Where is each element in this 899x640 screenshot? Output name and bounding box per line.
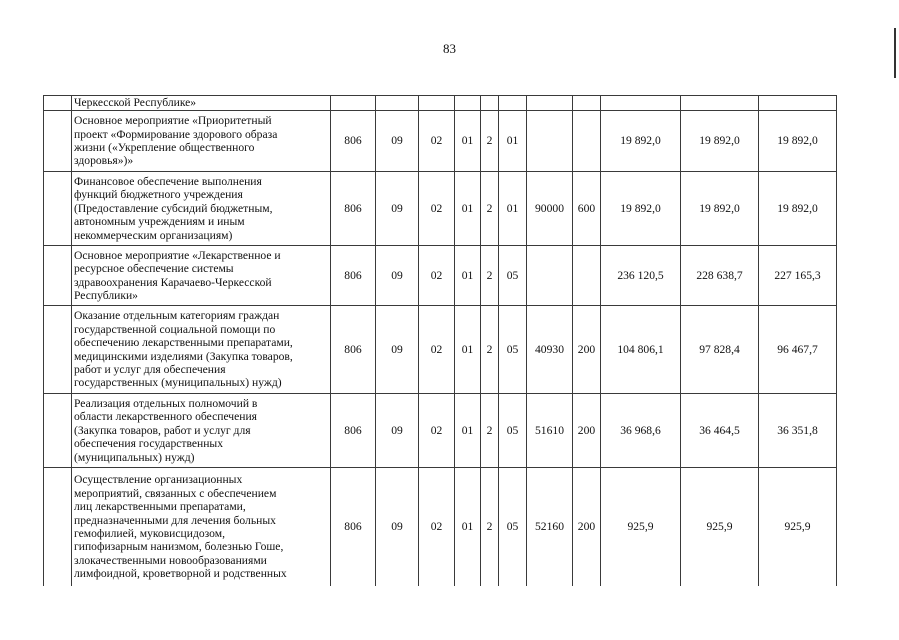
expense-type-cell bbox=[573, 246, 601, 306]
program-code-cell: 01 bbox=[455, 468, 481, 587]
direction-code-cell bbox=[527, 96, 573, 111]
expense-type-cell: 200 bbox=[573, 306, 601, 394]
item-name-line: Реализация отдельных полномочий в bbox=[74, 396, 258, 410]
item-name-cell bbox=[72, 306, 331, 394]
item-name-cell bbox=[72, 468, 331, 587]
subprogram-code-cell: 2 bbox=[481, 172, 499, 246]
subprogram-code-cell: 2 bbox=[481, 394, 499, 468]
row-number-cell bbox=[44, 96, 72, 111]
subprogram-code-cell: 2 bbox=[481, 306, 499, 394]
sum-year2-cell bbox=[681, 96, 759, 111]
sum-year1-cell: 104 806,1 bbox=[601, 306, 681, 394]
item-name-cell bbox=[72, 172, 331, 246]
item-name-line: Основное мероприятие «Приоритетный bbox=[74, 114, 272, 128]
sum-year2-cell: 228 638,7 bbox=[681, 246, 759, 306]
item-name-line: (муниципальных) нужд) bbox=[74, 450, 195, 464]
section-cell bbox=[376, 96, 419, 111]
subprogram-code-cell bbox=[481, 96, 499, 111]
section-cell: 09 bbox=[376, 172, 419, 246]
item-name-cell bbox=[72, 246, 331, 306]
section-cell: 09 bbox=[376, 468, 419, 587]
sum-year1-cell: 19 892,0 bbox=[601, 172, 681, 246]
sum-year1-cell: 19 892,0 bbox=[601, 111, 681, 172]
subsection-cell: 02 bbox=[419, 306, 455, 394]
sum-year1-cell: 236 120,5 bbox=[601, 246, 681, 306]
event-code-cell: 05 bbox=[499, 246, 527, 306]
row-number-cell bbox=[44, 394, 72, 468]
item-name-line: жизни («Укрепление общественного bbox=[74, 141, 255, 154]
sum-year2-cell: 19 892,0 bbox=[681, 172, 759, 246]
item-name-line: автономным учреждениям и иным bbox=[74, 215, 245, 229]
item-name-line: проект «Формирование здорового образа bbox=[74, 127, 278, 141]
expense-type-cell bbox=[573, 96, 601, 111]
item-name-cell bbox=[72, 111, 331, 172]
program-code-cell: 01 bbox=[455, 111, 481, 172]
item-name-line: Черкесской Республике» bbox=[74, 96, 197, 109]
item-name-line: здоровья»)» bbox=[74, 154, 134, 168]
item-name-line: обеспечения государственных bbox=[74, 437, 224, 451]
table-row bbox=[44, 306, 837, 394]
subsection-cell: 02 bbox=[419, 394, 455, 468]
budget-code-cell: 806 bbox=[331, 306, 376, 394]
subsection-cell bbox=[419, 96, 455, 111]
item-name-line: предназначенными для лечения больных bbox=[74, 513, 276, 527]
budget-code-cell: 806 bbox=[331, 468, 376, 587]
program-code-cell bbox=[455, 96, 481, 111]
item-name-cell bbox=[72, 394, 331, 468]
item-name-line: Республики» bbox=[74, 288, 138, 302]
program-code-cell: 01 bbox=[455, 172, 481, 246]
item-name-line: области лекарственного обеспечения bbox=[74, 410, 258, 424]
row-number-cell bbox=[44, 172, 72, 246]
item-name-line: злокачественными новообразованиями bbox=[74, 553, 267, 567]
event-code-cell: 05 bbox=[499, 306, 527, 394]
section-cell: 09 bbox=[376, 246, 419, 306]
sum-year3-cell: 227 165,3 bbox=[759, 246, 837, 306]
sum-year2-cell: 97 828,4 bbox=[681, 306, 759, 394]
subsection-cell: 02 bbox=[419, 172, 455, 246]
subprogram-code-cell: 2 bbox=[481, 111, 499, 172]
sum-year2-cell: 36 464,5 bbox=[681, 394, 759, 468]
budget-code-cell bbox=[331, 96, 376, 111]
item-name-line: Основное мероприятие «Лекарственное и bbox=[74, 248, 281, 262]
row-number-cell bbox=[44, 468, 72, 587]
direction-code-cell bbox=[527, 111, 573, 172]
sum-year3-cell: 925,9 bbox=[759, 468, 837, 587]
item-name-line: Осуществление организационных bbox=[74, 473, 243, 487]
item-name-line: Оказание отдельным категориям граждан bbox=[74, 309, 280, 323]
subsection-cell: 02 bbox=[419, 111, 455, 172]
event-code-cell: 05 bbox=[499, 468, 527, 587]
row-number-cell bbox=[44, 306, 72, 394]
table-row bbox=[44, 468, 837, 587]
edge-mark bbox=[894, 28, 896, 78]
program-code-cell: 01 bbox=[455, 246, 481, 306]
budget-code-cell: 806 bbox=[331, 111, 376, 172]
row-number-cell bbox=[44, 246, 72, 306]
expense-type-cell: 200 bbox=[573, 468, 601, 587]
item-name-line: (Закупка товаров, работ и услуг для bbox=[74, 423, 251, 437]
item-name-line: функций бюджетного учреждения bbox=[74, 188, 243, 202]
event-code-cell bbox=[499, 96, 527, 111]
row-number-cell bbox=[44, 111, 72, 172]
item-name-line: некоммерческим организациям) bbox=[74, 228, 233, 242]
program-code-cell: 01 bbox=[455, 394, 481, 468]
budget-code-cell: 806 bbox=[331, 394, 376, 468]
item-name-line: здравоохранения Карачаево-Черкесской bbox=[74, 275, 272, 289]
budget-code-cell: 806 bbox=[331, 246, 376, 306]
sum-year3-cell: 19 892,0 bbox=[759, 111, 837, 172]
section-cell: 09 bbox=[376, 111, 419, 172]
sum-year1-cell: 36 968,6 bbox=[601, 394, 681, 468]
item-name-line: гипофизарным нанизмом, болезнью Гоше, bbox=[74, 540, 284, 554]
table-row bbox=[44, 111, 837, 172]
expense-type-cell: 200 bbox=[573, 394, 601, 468]
event-code-cell: 01 bbox=[499, 172, 527, 246]
subsection-cell: 02 bbox=[419, 468, 455, 587]
sum-year3-cell: 96 467,7 bbox=[759, 306, 837, 394]
direction-code-cell: 51610 bbox=[527, 394, 573, 468]
table-row bbox=[44, 96, 837, 111]
expense-type-cell bbox=[573, 111, 601, 172]
item-name-line: работ и услуг для обеспечения bbox=[74, 362, 226, 376]
sum-year1-cell: 925,9 bbox=[601, 468, 681, 587]
budget-code-cell: 806 bbox=[331, 172, 376, 246]
table-row bbox=[44, 246, 837, 306]
section-cell: 09 bbox=[376, 306, 419, 394]
direction-code-cell: 52160 bbox=[527, 468, 573, 587]
sum-year1-cell bbox=[601, 96, 681, 111]
item-name-line: ресурсное обеспечение системы bbox=[74, 262, 234, 276]
item-name-line: обеспечению лекарственными препаратами, bbox=[74, 336, 293, 350]
subprogram-code-cell: 2 bbox=[481, 468, 499, 587]
event-code-cell: 01 bbox=[499, 111, 527, 172]
expense-type-cell: 600 bbox=[573, 172, 601, 246]
item-name-line: лимфоидной, кроветворной и родственных bbox=[74, 567, 287, 581]
sum-year3-cell: 36 351,8 bbox=[759, 394, 837, 468]
table-row bbox=[44, 172, 837, 246]
sum-year2-cell: 19 892,0 bbox=[681, 111, 759, 172]
section-cell: 09 bbox=[376, 394, 419, 468]
program-code-cell: 01 bbox=[455, 306, 481, 394]
budget-table bbox=[43, 95, 837, 586]
page-number: 83 bbox=[443, 41, 456, 56]
item-name-line: мероприятий, связанных с обеспечением bbox=[74, 486, 277, 500]
subsection-cell: 02 bbox=[419, 246, 455, 306]
item-name-line: лиц лекарственными препаратами, bbox=[74, 500, 246, 514]
subprogram-code-cell: 2 bbox=[481, 246, 499, 306]
item-name-line: медицинскими изделиями (Закупка товаров, bbox=[74, 349, 293, 363]
event-code-cell: 05 bbox=[499, 394, 527, 468]
item-name-line: гемофилией, муковисцидозом, bbox=[74, 527, 225, 540]
direction-code-cell: 40930 bbox=[527, 306, 573, 394]
item-name-line: (Предоставление субсидий бюджетным, bbox=[74, 201, 273, 215]
item-name-line: государственных (муниципальных) нужд) bbox=[74, 376, 282, 390]
table-row bbox=[44, 394, 837, 468]
direction-code-cell: 90000 bbox=[527, 172, 573, 246]
sum-year3-cell: 19 892,0 bbox=[759, 172, 837, 246]
sum-year3-cell bbox=[759, 96, 837, 111]
sum-year2-cell: 925,9 bbox=[681, 468, 759, 587]
item-name-cell bbox=[72, 96, 331, 111]
item-name-line: государственной социальной помощи по bbox=[74, 322, 276, 336]
direction-code-cell bbox=[527, 246, 573, 306]
item-name-line: Финансовое обеспечение выполнения bbox=[74, 174, 262, 188]
